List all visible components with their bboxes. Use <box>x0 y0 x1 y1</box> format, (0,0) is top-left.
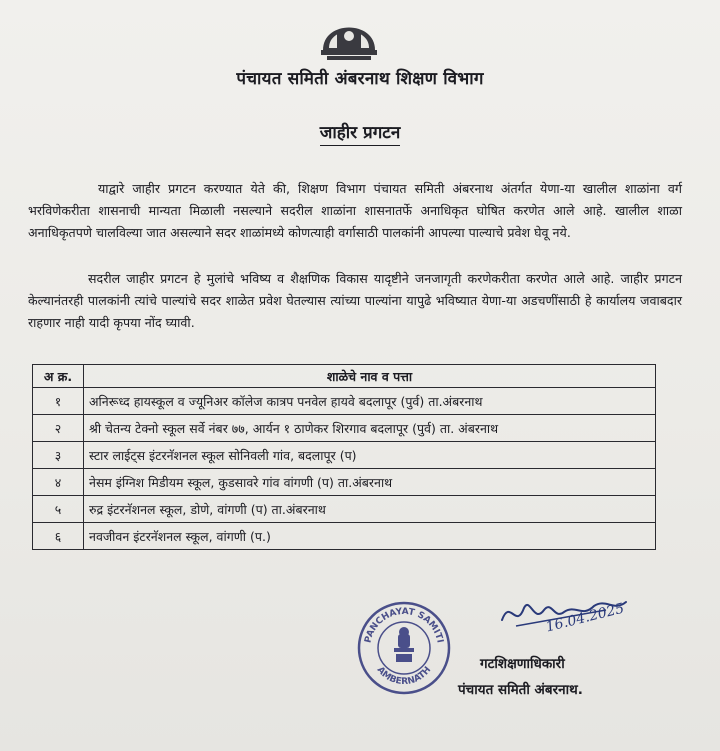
signatory-role: गटशिक्षणाधिकारी <box>480 656 565 672</box>
school-cell: अनिरूध्द हायस्कूल व ज्यूनिअर कॉलेज कात्रप पनवेल हायवे बदलापूर (पुर्व) ता.अंबरनाथ <box>84 388 656 415</box>
schools-table <box>32 364 656 550</box>
signature-date: 16.04.2025 <box>544 600 626 636</box>
school-cell: नेसम इंग्निश मिडीयम स्कूल, कुडसावरे गांव वांगणी (प) ता.अंबरनाथ <box>84 469 656 496</box>
signatory-office: पंचायत समिती अंबरनाथ. <box>458 682 583 698</box>
seal-top-text: PANCHAYAT SAMITI <box>363 606 445 644</box>
table-row <box>33 388 656 415</box>
serial-header: अ क्र. <box>33 365 84 388</box>
school-cell: श्री चेतन्य टेक्नो स्कूल सर्वे नंबर ७७, आर्यन १ ठाणेकर शिरगाव बदलापूर (पुर्व) ता. अंबरनाथ <box>84 415 656 442</box>
table-row <box>33 469 656 496</box>
official-seal <box>356 600 452 696</box>
serial-cell: ३ <box>33 442 84 469</box>
lion-capital-icon <box>394 627 414 662</box>
school-cell: नवजीवन इंटरनॅशनल स्कूल, वांगणी (प.) <box>84 523 656 550</box>
notice-title <box>0 120 720 143</box>
serial-cell: ५ <box>33 496 84 523</box>
table-row <box>33 523 656 550</box>
table-header-row <box>33 365 656 388</box>
serial-cell: १ <box>33 388 84 415</box>
seal-bottom-text: AMBERNATH <box>374 665 434 688</box>
serial-cell: २ <box>33 415 84 442</box>
school-cell: रुद्र इंटरनॅशनल स्कूल, डोणे, वांगणी (प) ता.अंबरनाथ <box>84 496 656 523</box>
table-row <box>33 442 656 469</box>
office-title: पंचायत समिती अंबरनाथ शिक्षण विभाग <box>236 69 484 89</box>
notice-title-text: जाहीर प्रगटन <box>320 123 401 146</box>
state-emblem-icon <box>313 6 385 64</box>
notice-paragraph-1: याद्वारे जाहीर प्रगटन करण्यात येते की, शिक्षण विभाग पंचायत समिती अंबरनाथ अंतर्गत येणा-या खालील शाळांना वर्ग भरविणेकरीता शासनाची मान्यता मिळाली नसल्याने सदरील शाळांना शासनातर्फे अनाधिकृत घोषित करणेत आले आहे. खालील शाळा अनाधिकृतपणे चालविल्या जात असल्याने सदर शाळांमध्ये कोणत्याही वर्गासाठी पालकांनी आपल्या पाल्याचे प्रवेश घेवू नये. <box>28 181 682 240</box>
school-header: शाळेचे नाव व पत्ता <box>84 365 656 388</box>
notice-paragraph-2: सदरील जाहीर प्रगटन हे मुलांचे भविष्य व शैक्षणिक विकास यादृष्टीने जनजागृती करणेकरीता करणेत आले आहे. जाहीर प्रगटन केल्यानंतरही पालकांनी त्यांचे पाल्यांचे सदर शाळेत प्रवेश घेतल्यास त्यांच्या पाल्यांना यापुढे भविष्यात येणा-या अडचणींसाठी हे कार्यालय जवाबदार राहणार नाही यादी कृपया नोंद घ्यावी. <box>28 271 682 330</box>
serial-cell: ६ <box>33 523 84 550</box>
school-cell: स्टार लाईट्स इंटरनॅशनल स्कूल सोनिवली गांव, बदलापूर (प) <box>84 442 656 469</box>
serial-cell: ४ <box>33 469 84 496</box>
table-row <box>33 415 656 442</box>
table-row <box>33 496 656 523</box>
